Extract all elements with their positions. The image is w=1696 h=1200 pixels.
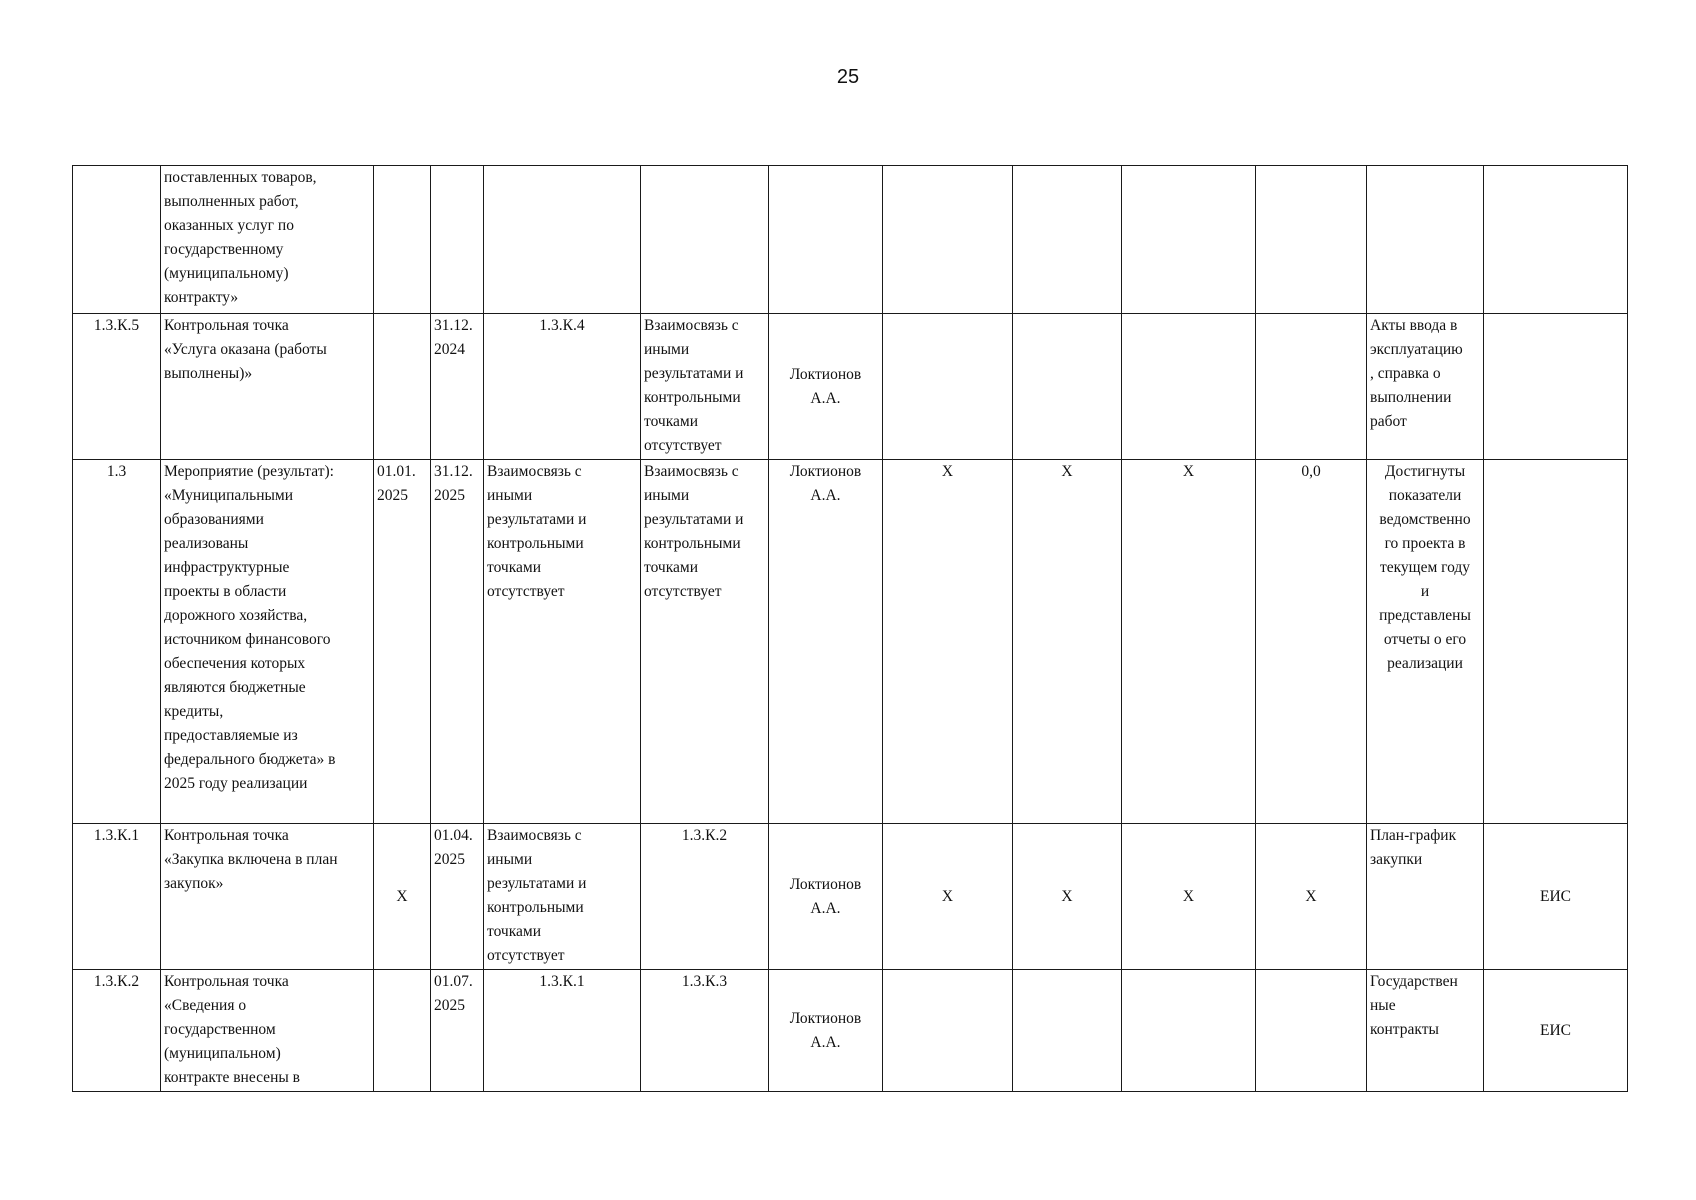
row-value-1 [883, 166, 1013, 314]
row-responsible [769, 166, 883, 314]
row-name: поставленных товаров, выполненных работ, оказанных услуг по государственному (муниципальному) контракту» [161, 166, 374, 314]
row-predecessor: Взаимосвязь с иными результатами и контрольными точками отсутствует [484, 824, 641, 970]
row-value-4 [1256, 166, 1367, 314]
row-value-4 [1256, 314, 1367, 460]
row-responsible: Локтионов А.А. [769, 460, 883, 824]
row-successor: 1.3.К.3 [641, 970, 769, 1092]
table-row [73, 824, 1628, 970]
plan-table [72, 165, 1628, 1092]
row-predecessor: Взаимосвязь с иными результатами и контрольными точками отсутствует [484, 460, 641, 824]
table-row [73, 166, 1628, 314]
row-code: 1.3 [73, 460, 161, 824]
row-code [73, 166, 161, 314]
row-value-2 [1013, 166, 1122, 314]
row-value-4 [1256, 970, 1367, 1092]
row-system: ЕИС [1484, 824, 1628, 970]
row-successor: 1.3.К.2 [641, 824, 769, 970]
row-name: Контрольная точка «Закупка включена в план закупок» [161, 824, 374, 970]
row-document: План-график закупки [1367, 824, 1484, 970]
row-value-1 [883, 314, 1013, 460]
row-end-date [431, 166, 484, 314]
row-successor: Взаимосвязь с иными результатами и контрольными точками отсутствует [641, 460, 769, 824]
row-code: 1.3.К.2 [73, 970, 161, 1092]
row-document: Государствен ные контракты [1367, 970, 1484, 1092]
row-name: Контрольная точка «Услуга оказана (работы выполнены)» [161, 314, 374, 460]
row-end-date: 31.12. 2024 [431, 314, 484, 460]
row-document [1367, 166, 1484, 314]
row-value-1: X [883, 824, 1013, 970]
row-system [1484, 460, 1628, 824]
row-start-date [374, 970, 431, 1092]
table-row [73, 970, 1628, 1092]
row-name: Мероприятие (результат): «Муниципальными образованиями реализованы инфраструктурные проекты в области дорожного хозяйства, источником финансового обеспечения которых являются бюджетные кредиты, предоставляемые из федерального бюджета» в 2025 году реализации [161, 460, 374, 824]
row-value-1 [883, 970, 1013, 1092]
row-responsible: Локтионов А.А. [769, 970, 883, 1092]
row-value-3 [1122, 314, 1256, 460]
row-name: Контрольная точка «Сведения о государственном (муниципальном) контракте внесены в [161, 970, 374, 1092]
row-code: 1.3.К.1 [73, 824, 161, 970]
row-value-2 [1013, 970, 1122, 1092]
row-end-date: 01.04. 2025 [431, 824, 484, 970]
row-responsible: Локтионов А.А. [769, 314, 883, 460]
row-responsible: Локтионов А.А. [769, 824, 883, 970]
row-predecessor: 1.3.К.1 [484, 970, 641, 1092]
table-row [73, 460, 1628, 824]
row-end-date: 01.07. 2025 [431, 970, 484, 1092]
table-row [73, 314, 1628, 460]
row-system [1484, 314, 1628, 460]
row-successor [641, 166, 769, 314]
row-system: ЕИС [1484, 970, 1628, 1092]
page-number: 25 [836, 66, 860, 88]
row-predecessor: 1.3.К.4 [484, 314, 641, 460]
row-start-date [374, 166, 431, 314]
row-system [1484, 166, 1628, 314]
row-value-2: X [1013, 824, 1122, 970]
row-value-4: X [1256, 824, 1367, 970]
row-document: Достигнуты показатели ведомственно го проекта в текущем году и представлены отчеты о его реализации [1367, 460, 1484, 824]
row-value-2 [1013, 314, 1122, 460]
row-value-2: X [1013, 460, 1122, 824]
row-value-3: X [1122, 460, 1256, 824]
row-end-date: 31.12. 2025 [431, 460, 484, 824]
row-document: Акты ввода в эксплуатацию , справка о выполнении работ [1367, 314, 1484, 460]
row-value-1: X [883, 460, 1013, 824]
row-code: 1.3.К.5 [73, 314, 161, 460]
row-value-3 [1122, 970, 1256, 1092]
row-value-3 [1122, 166, 1256, 314]
row-start-date [374, 314, 431, 460]
row-value-4: 0,0 [1256, 460, 1367, 824]
row-predecessor [484, 166, 641, 314]
row-start-date: 01.01. 2025 [374, 460, 431, 824]
row-value-3: X [1122, 824, 1256, 970]
row-start-date: X [374, 824, 431, 970]
row-successor: Взаимосвязь с иными результатами и контрольными точками отсутствует [641, 314, 769, 460]
